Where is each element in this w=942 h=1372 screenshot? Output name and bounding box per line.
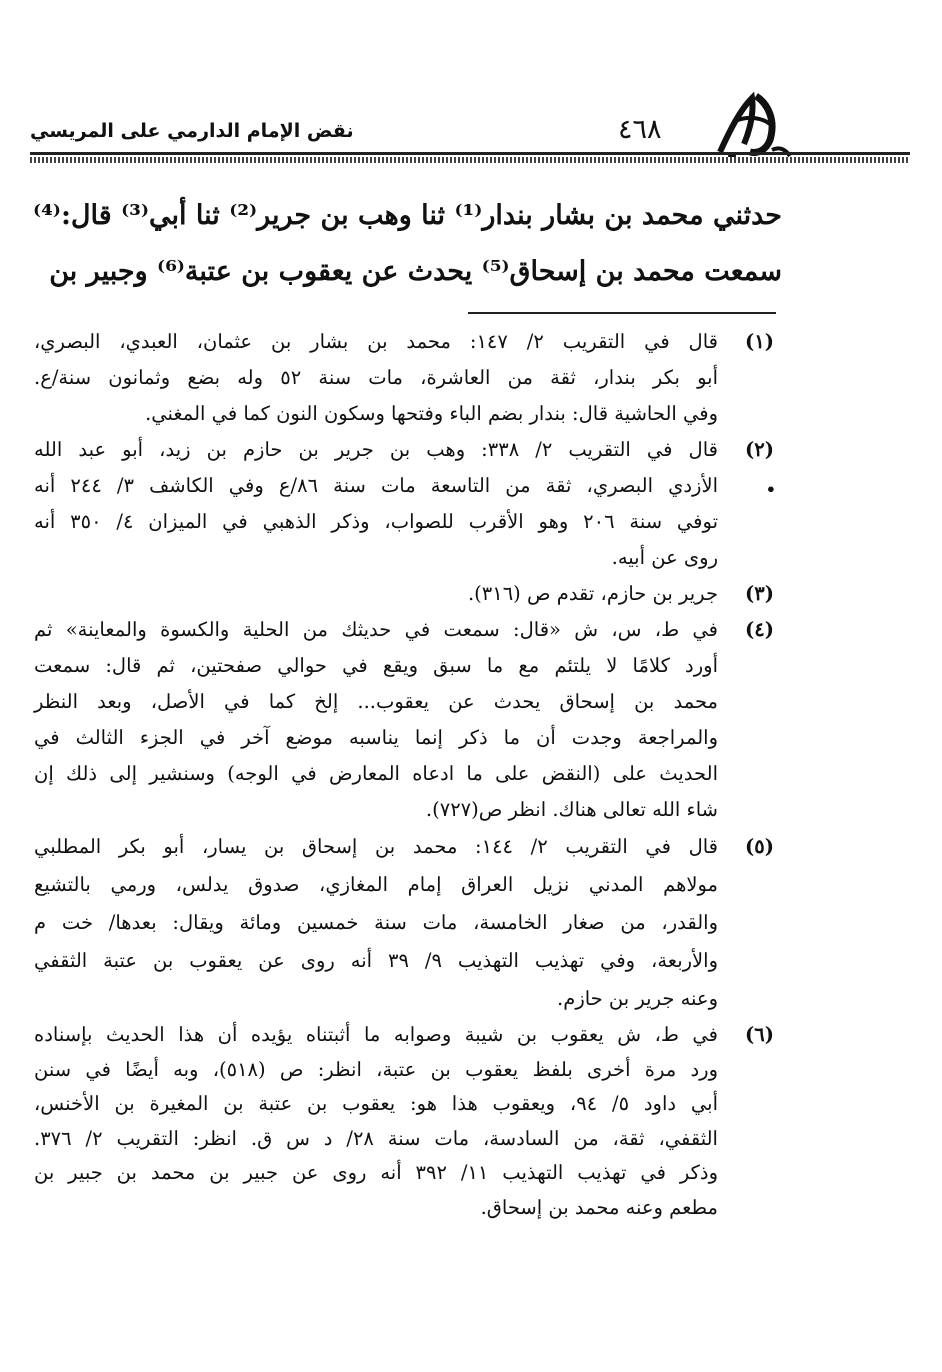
running-header — [30, 108, 910, 160]
footnote-line: مطعم وعنه محمد بن إسحاق. — [480, 1195, 718, 1219]
footnote-line: في ط، س، ش «قال: سمعت في حديثك من الحلية والكسوة والمعاينة» ثم — [34, 618, 718, 641]
footnote-line: والمراجعة وجدت أن ما ذكر إنما يناسبه موضع آخر في الجزء الثالث في — [34, 726, 718, 749]
footnote-line: أبو بكر بندار، ثقة من العاشرة، مات سنة ٥٢ وله بضع وثمانون سنة/ع. — [34, 366, 718, 389]
footnote-line: وعنه جرير بن حازم. — [557, 987, 718, 1010]
footnote-line: ورد مرة أخرى بلفظ يعقوب بن عتبة، انظر: ص (٥١٨)، وبه أيضًا في سنن — [34, 1057, 718, 1081]
page-number: ٤٦٨ — [618, 114, 662, 145]
main-text-line: حدثني محمد بن بشار بندار⁽¹⁾ ثنا وهب بن جرير⁽²⁾ ثنا أبي⁽³⁾ قال:⁽⁴⁾ — [33, 200, 782, 231]
bullet-icon: • — [765, 480, 776, 499]
footnote-line: روى عن أبيه. — [611, 546, 718, 569]
header-rule — [30, 152, 910, 155]
footnote-number: (١) — [745, 330, 774, 353]
footnote-1 — [34, 324, 774, 432]
footnote-number: (٦) — [745, 1023, 774, 1046]
footnote-line: مولاهم المدني نزيل العراق إمام المغازي، صدوق يدلس، ورمي بالتشيع — [34, 873, 718, 896]
footnote-4 — [34, 612, 774, 828]
footnote-5 — [34, 828, 774, 1018]
footnote-line: الأزدي البصري، ثقة من التاسعة مات سنة ٨٦/ع وفي الكاشف ٣/ ٢٤٤ أنه — [34, 474, 719, 497]
footnote-number: (٢) — [745, 438, 774, 461]
footnote-line: في ط، ش يعقوب بن شيبة وصوابه ما أثبتناه يؤيده أن هذا الحديث بإسناده — [34, 1023, 718, 1046]
book-title: نقض الإمام الدارمي على المريسي — [30, 120, 354, 142]
main-text — [33, 188, 782, 300]
footnote-line: أورد كلامًا لا يلتئم مع ما سبق ويقع في حوالي صفحتين، ثم قال: سمعت — [34, 654, 718, 677]
footnote-2 — [34, 432, 774, 576]
footnote-line: وذكر في تهذيب التهذيب ١١/ ٣٩٢ أنه روى عن جبير بن محمد بن جبير بن — [34, 1161, 718, 1184]
footnote-line: أبي داود ٥/ ٩٤، ويعقوب هذا هو: يعقوب بن عتبة بن المغيرة بن الأخنس، — [34, 1092, 718, 1115]
footnote-number: (٣) — [745, 582, 774, 605]
footnote-line: الحديث على (النقض على ما ادعاه المعارض في الوجه) وسنشير إلى ذلك إن — [34, 762, 718, 785]
footnote-line: جرير بن حازم، تقدم ص (٣١٦). — [467, 582, 718, 605]
footnote-line: قال في التقريب ٢/ ١٤٤: محمد بن إسحاق بن يسار، أبو بكر المطلبي — [34, 835, 719, 858]
footnote-number: (٤) — [745, 618, 774, 641]
footnote-line: محمد بن إسحاق يحدث عن يعقوب... إلخ كما في الأصل، وبعد النظر — [34, 690, 718, 713]
footnote-line: والقدر، من صغار الخامسة، مات سنة خمسين ومائة ويقال: بعدها/ خت م — [34, 911, 718, 934]
footnote-line: الثقفي، ثقة، من السادسة، مات سنة ٢٨/ د س ق. انظر: التقريب ٢/ ٣٧٦. — [34, 1126, 718, 1150]
footnotes — [34, 324, 774, 1225]
main-text-line: سمعت محمد بن إسحاق⁽⁵⁾ يحدث عن يعقوب بن عتبة⁽⁶⁾ وجبير بن — [49, 256, 782, 287]
footnote-number: (٥) — [745, 835, 774, 858]
footnote-line: قال في التقريب ٢/ ١٤٧: محمد بن بشار بن عثمان، العبدي، البصري، — [34, 330, 718, 353]
footnote-6 — [34, 1018, 774, 1225]
header-rule-dotted — [30, 157, 910, 163]
footnote-line: قال في التقريب ٢/ ٣٣٨: وهب بن جرير بن حازم بن زيد، أبو عبد الله — [34, 438, 718, 461]
footnote-line: والأربعة، وفي تهذيب التهذيب ٩/ ٣٩ أنه روى عن يعقوب بن عتبة الثقفي — [34, 949, 718, 972]
footnote-separator — [468, 312, 776, 314]
footnote-3 — [34, 576, 774, 612]
footnote-line: وفي الحاشية قال: بندار بضم الباء وفتحها وسكون النون كما في المغني. — [145, 402, 718, 425]
footnote-line: توفي سنة ٢٠٦ وهو الأقرب للصواب، وذكر الذهبي في الميزان ٤/ ٣٥٠ أنه — [34, 510, 718, 533]
footnote-line: شاء الله تعالى هناك. انظر ص(٧٢٧). — [425, 798, 718, 821]
